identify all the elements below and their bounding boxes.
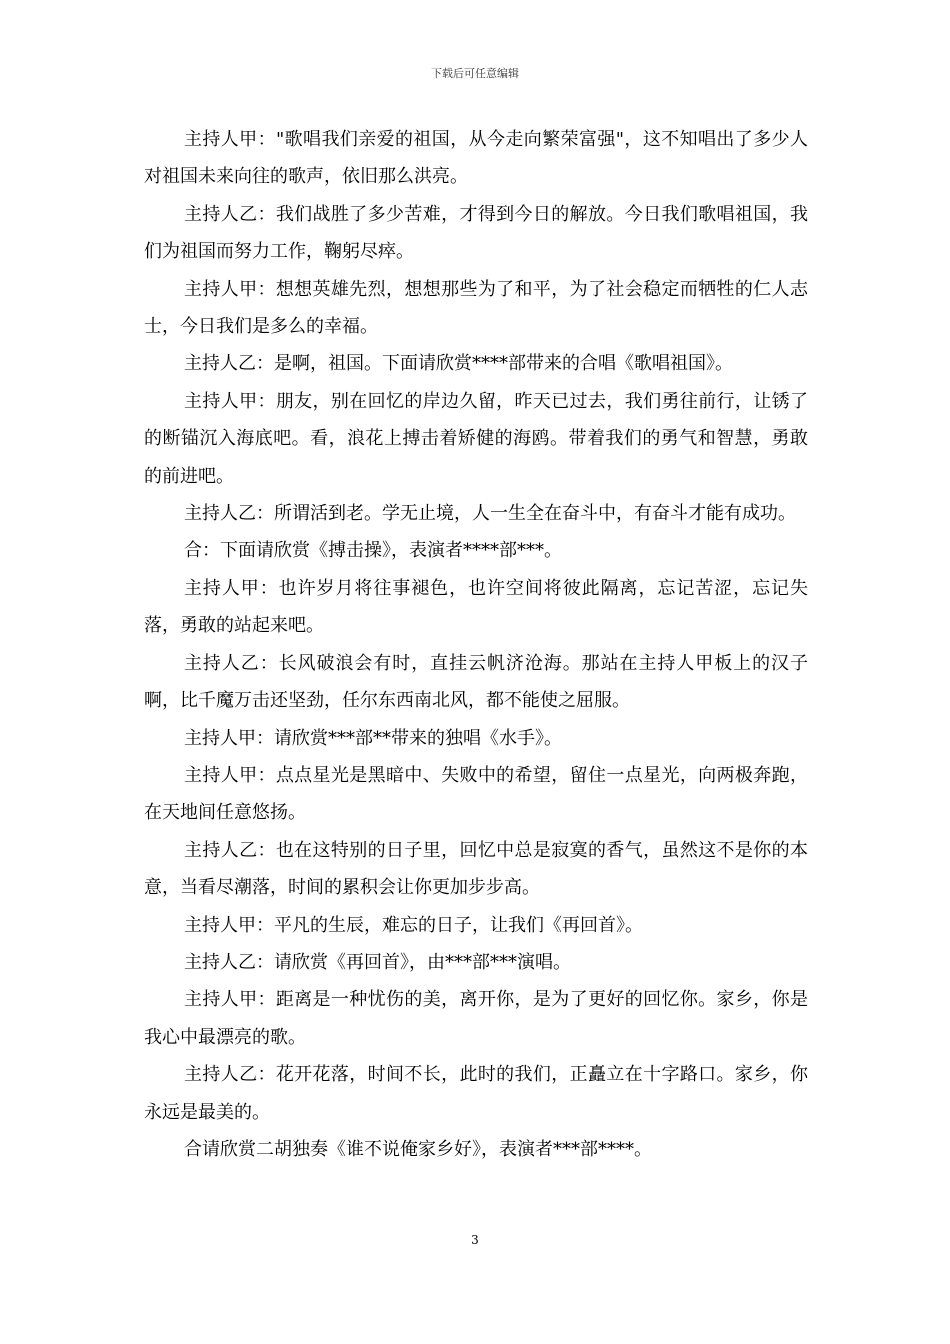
paragraph: 主持人乙：我们战胜了多少苦难，才得到今日的解放。今日我们歌唱祖国，我们为祖国而努力工作，鞠躬尽瘁。 xyxy=(144,203,808,263)
paragraph: 主持人甲：朋友，别在回忆的岸边久留，昨天已过去，我们勇往前行，让锈了的断锚沉入海底吧。看，浪花上搏击着矫健的海鸥。带着我们的勇气和智慧，勇敢的前进吧。 xyxy=(144,390,808,487)
paragraph: 主持人乙：也在这特别的日子里，回忆中总是寂寞的香气，虽然这不是你的本意，当看尽潮落，时间的累积会让你更加步步高。 xyxy=(144,839,808,899)
paragraph: 主持人乙：是啊，祖国。下面请欣赏****部带来的合唱《歌唱祖国》。 xyxy=(184,353,733,375)
paragraph: 主持人乙：长风破浪会有时，直挂云帆济沧海。那站在主持人甲板上的汉子啊，比千魔万击还坚劲，任尔东西南北风，都不能使之屈服。 xyxy=(144,652,808,712)
paragraph: 合请欣赏二胡独奏《谁不说俺家乡好》，表演者***部****。 xyxy=(184,1138,652,1160)
document-body xyxy=(144,121,808,1168)
page-number: 3 xyxy=(471,1233,479,1247)
paragraph: 主持人甲：请欣赏***部**带来的独唱《水手》。 xyxy=(184,727,562,749)
paragraph: 主持人甲：平凡的生辰，难忘的日子，让我们《再回首》。 xyxy=(184,914,643,936)
page-header: 下载后可任意编辑 xyxy=(431,67,519,80)
paragraph: 主持人乙：花开花落，时间不长，此时的我们，正矗立在十字路口。家乡，你永远是最美的。 xyxy=(144,1064,808,1123)
paragraph: 合：下面请欣赏《搏击操》，表演者****部***。 xyxy=(184,540,562,562)
paragraph: 主持人甲：点点星光是黑暗中、失败中的希望，留住一点星光，向两极奔跑，在天地间任意悠扬。 xyxy=(144,764,808,824)
paragraph: 主持人甲：想想英雄先烈，想想那些为了和平，为了社会稳定而牺牲的仁人志士，今日我们是多么的幸福。 xyxy=(144,278,808,338)
paragraph: 主持人乙：所谓活到老。学无止境，人一生全在奋斗中，有奋斗才能有成功。 xyxy=(184,503,796,525)
paragraph: 主持人甲："歌唱我们亲爱的祖国，从今走向繁荣富强"，这不知唱出了多少人对祖国未来向往的歌声，依旧那么洪亮。 xyxy=(144,129,808,188)
paragraph: 主持人乙：请欣赏《再回首》，由***部***演唱。 xyxy=(184,951,571,973)
paragraph: 主持人甲：距离是一种忧伤的美，离开你，是为了更好的回忆你。家乡，你是我心中最漂亮的歌。 xyxy=(144,989,808,1048)
paragraph: 主持人甲：也许岁月将往事褪色，也许空间将彼此隔离，忘记苦涩，忘记失落，勇敢的站起来吧。 xyxy=(144,577,808,637)
